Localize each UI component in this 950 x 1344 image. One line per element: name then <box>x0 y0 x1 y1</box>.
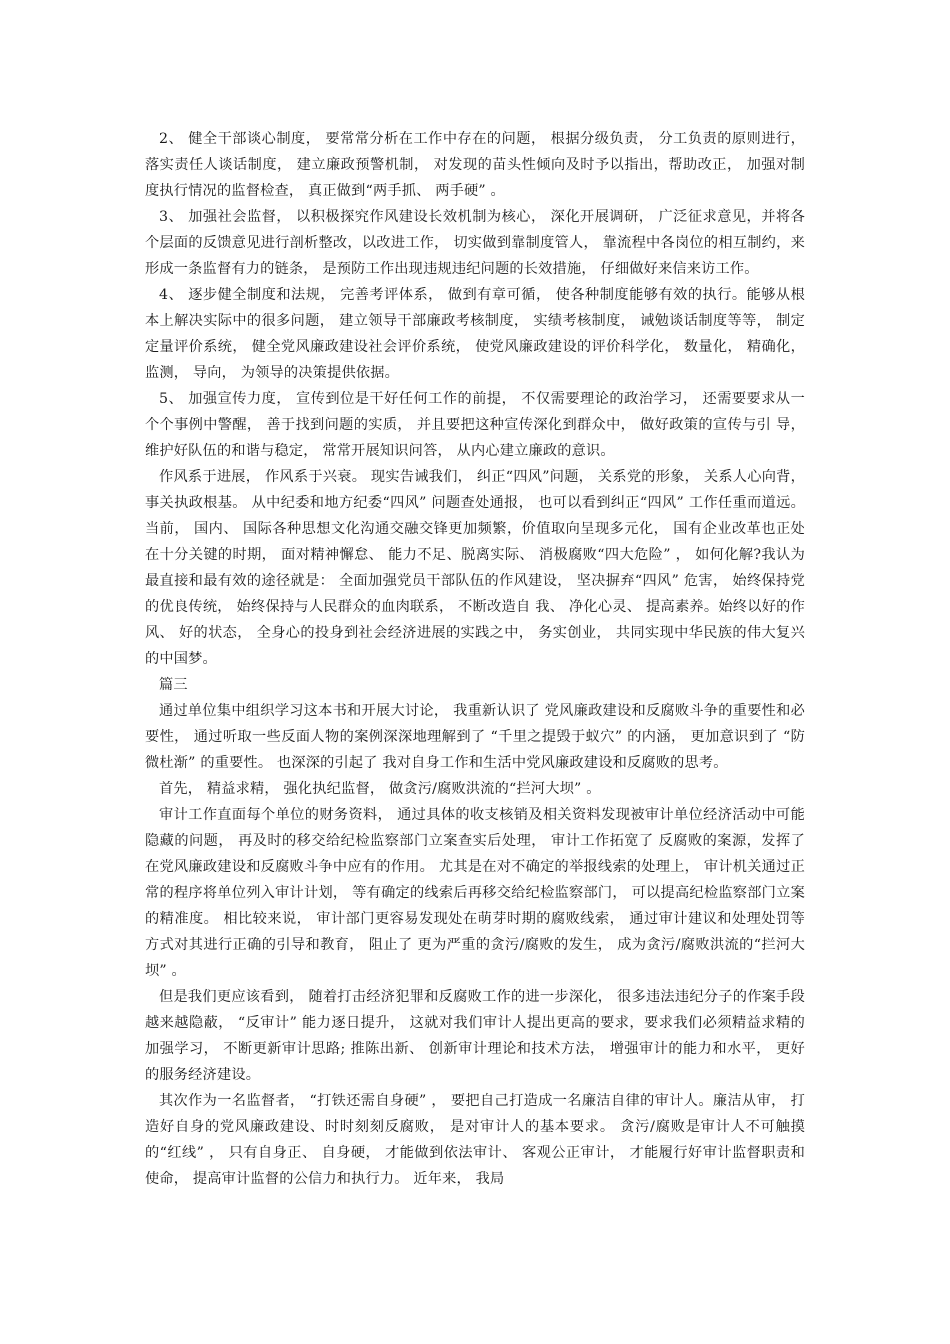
paragraph-work-style: 作风系于进展， 作风系于兴衰。 现实告诫我们， 纠正“四风”问题， 关系党的形象， 关系人心向背， 事关执政根基。 从中纪委和地方纪委“四风” 问题查处通报， 也可以看到纠正“四风” 工作任重而道远。 当前， 国内、 国际各种思想文化沟通交融交锋更加频繁，价值取向呈现多元化， 国有企业改革也正处在十分关键的时期， 面对精神懈怠、 能力不足、脱离实际、 消极腐败“四大危险” ， 如何化解?我认为最直接和最有效的途径就是： 全面加强党员干部队伍的作风建设， 坚决摒弃“四风” 危害， 始终保持党的优良传统， 始终保持与人民群众的血肉联系， 不断改造自 我、 净化心灵、 提高素养。始终以好的作风、 好的状态， 全身心的投身到社会经济进展的实践之中， 务实创业， 共同实现中华民族的伟大复兴的中国梦。 <box>145 469 805 667</box>
paragraph-item-5: 5、 加强宣传力度， 宣传到位是干好任何工作的前提， 不仅需要理论的政治学习， 还需要要求从一个个事例中警醒， 善于找到问题的实质， 并且要把这种宣传深化到群众中， 做好政策的宣传与引 导，维护好队伍的和谐与稳定， 常常开展知识问答， 从内心建立廉政的意识。 <box>145 391 805 459</box>
paragraph-second-point: 其次作为一名监督者， “打铁还需自身硬” ， 要把自己打造成一名廉洁自律的审计人。廉洁从审， 打造好自身的党风廉政建设、时时刻刻反腐败， 是对审计人的基本要求。 贪污/腐败是审计人不可触摸的“红线” ， 只有自身正、 自身硬， 才能做到依法审计、 客观公正审计， 才能履行好审计监督职责和使命， 提高审计监督的公信力和执行力。 近年来， 我局 <box>145 1093 805 1187</box>
paragraph-item-2: 2、 健全干部谈心制度， 要常常分析在工作中存在的问题， 根据分级负责， 分工负责的原则进行， 落实责任人谈话制度， 建立廉政预警机制， 对发现的苗头性倾向及时予以指出，帮助改正， 加强对制度执行情况的监督检查， 真正做到“两手抓、 两手硬” 。 <box>145 131 805 199</box>
document-body <box>145 126 805 1192</box>
paragraph-item-3: 3、 加强社会监督， 以积极探究作风建设长效机制为核心， 深化开展调研， 广泛征求意见，并将各个层面的反馈意见进行剖析整改，以改进工作， 切实做到靠制度管人， 靠流程中各岗位的相互制约，来形成一条监督有力的链条， 是预防工作出现违规违纪问题的长效措施， 仔细做好来信来访工作。 <box>145 209 805 277</box>
paragraph-however: 但是我们更应该看到， 随着打击经济犯罪和反腐败工作的进一步深化， 很多违法违纪分子的作案手段越来越隐蔽， “反审计” 能力逐日提升， 这就对我们审计人提出更高的要求，要求我们必须精益求精的加强学习， 不断更新审计思路; 推陈出新、 创新审计理论和技术方法， 增强审计的能力和水平， 更好的服务经济建设。 <box>145 989 805 1083</box>
section-heading-part-three: 篇三 <box>159 677 188 693</box>
paragraph-audit-work: 审计工作直面每个单位的财务资料， 通过具体的收支核销及相关资料发现被审计单位经济活动中可能隐藏的问题， 再及时的移交给纪检监察部门立案查实后处理， 审计工作拓宽了 反腐败的案源，发挥了 在党风廉政建设和反腐败斗争中应有的作用。 尤其是在对不确定的举报线索的处理上， 审计机关通过正常的程序将单位列入审计计划， 等有确定的线索后再移交给纪检监察部门， 可以提高纪检监察部门立案的精准度。 相比较来说， 审计部门更容易发现处在萌芽时期的腐败线索， 通过审计建议和处理处罚等方式对其进行正确的引导和教育， 阻止了 更为严重的贪污/腐败的发生， 成为贪污/腐败洪流的“拦河大坝” 。 <box>145 807 805 979</box>
paragraph-item-4: 4、 逐步健全制度和法规， 完善考评体系， 做到有章可循， 使各种制度能够有效的执行。能够从根本上解决实际中的很多问题， 建立领导干部廉政考核制度， 实绩考核制度， 诫勉谈话制度等等， 制定定量评价系统， 健全党风廉政建设社会评价系统， 使党风廉政建设的评价科学化， 数量化， 精确化， 监测， 导向， 为领导的决策提供依据。 <box>145 287 805 381</box>
paragraph-first-point: 首先， 精益求精， 强化执纪监督， 做贪污/腐败洪流的“拦河大坝” 。 <box>159 781 601 797</box>
paragraph-study-reflection: 通过单位集中组织学习这本书和开展大讨论， 我重新认识了 党风廉政建设和反腐败斗争的重要性和必要性， 通过听取一些反面人物的案例深深地理解到了 “千里之提毁于蚁穴” 的内涵， 更加意识到了 “防微杜渐” 的重要性。 也深深的引起了 我对自身工作和生活中党风廉政建设和反腐败的思考。 <box>145 703 805 771</box>
